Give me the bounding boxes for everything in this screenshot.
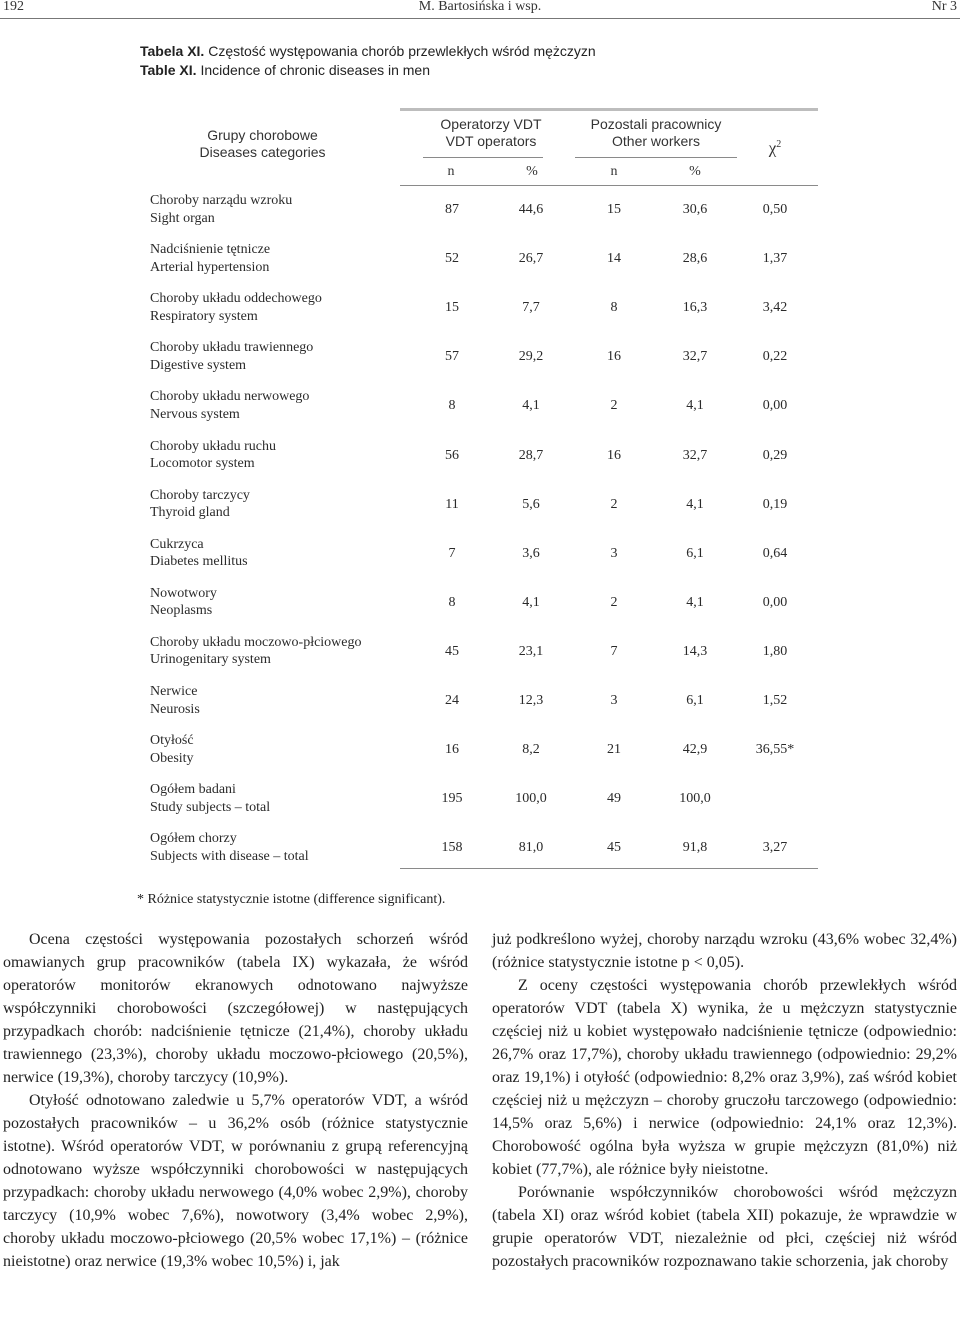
table-row bbox=[0, 192, 960, 241]
cell-chi2: 1,80 bbox=[762, 643, 788, 659]
row-label-en: Obesity bbox=[150, 750, 194, 766]
row-label bbox=[150, 438, 276, 473]
cell-vdt-n: 16 bbox=[445, 742, 459, 758]
table-caption-pl bbox=[140, 43, 596, 60]
row-label bbox=[150, 388, 309, 423]
row-label-en: Thyroid gland bbox=[150, 505, 230, 521]
row-label bbox=[150, 830, 309, 865]
header-groups-pl: Grupy chorobowe bbox=[207, 127, 318, 143]
row-label-en: Respiratory system bbox=[150, 308, 258, 324]
running-head bbox=[0, 0, 960, 14]
table-row bbox=[0, 683, 960, 732]
row-label-en: Subjects with disease – total bbox=[150, 848, 309, 864]
cell-chi2: 0,50 bbox=[762, 202, 788, 217]
cell-vdt-pct: 4,1 bbox=[522, 398, 540, 414]
cell-oth-pct: 14,3 bbox=[682, 643, 708, 659]
cell-vdt-n: 7 bbox=[448, 545, 456, 561]
table-row bbox=[0, 438, 960, 487]
cell-oth-n: 2 bbox=[610, 496, 618, 512]
table-footnote: * Różnice statystycznie istotne (difference significant). bbox=[137, 892, 446, 907]
cell-chi2: 1,37 bbox=[762, 251, 788, 267]
cell-vdt-pct: 23,1 bbox=[518, 643, 544, 659]
row-label bbox=[150, 585, 217, 620]
cell-vdt-n: 11 bbox=[445, 496, 459, 512]
header-other-pct: % bbox=[689, 164, 701, 179]
page-number: 192 bbox=[3, 0, 24, 14]
table-row bbox=[0, 487, 960, 536]
paragraph: Otyłość odnotowano zaledwie u 5,7% operatorów VDT, a wśród pozostałych pracowników – u 36,2% osób (różnice statystycznie istotne). Wśród operatorów VDT, w porównaniu z grupą referencyjną odnotowano wyższe współczynniki chorobowości w następujących przypadkach: choroby układu nerwowego (4,0% wobec 2,9%), choroby tarczycy (10,9% wobec 7,6%), nowotwory (3,4% wobec 2,9%), choroby układu moczowo-płciowego (20,5% wobec 17,1%) – (różnice nieistotne) oraz nerwice (19,3% wobec 10,5%) i, jak bbox=[3, 1092, 468, 1270]
cell-vdt-n: 158 bbox=[441, 840, 463, 856]
cell-vdt-pct: 29,2 bbox=[518, 349, 544, 365]
cell-oth-pct: 4,1 bbox=[686, 594, 704, 610]
table-row bbox=[0, 339, 960, 388]
row-label-en: Nervous system bbox=[150, 406, 240, 422]
cell-vdt-pct: 100,0 bbox=[515, 791, 547, 807]
row-label-pl: Nerwice bbox=[150, 684, 198, 699]
cell-oth-pct: 30,6 bbox=[682, 202, 708, 217]
cell-oth-pct: 32,7 bbox=[682, 349, 708, 365]
cell-vdt-pct: 12,3 bbox=[518, 693, 544, 708]
cell-oth-n: 49 bbox=[607, 791, 621, 807]
chi-symbol: χ bbox=[768, 138, 777, 158]
cell-oth-pct: 100,0 bbox=[679, 791, 711, 807]
caption-label-en: Table XI. bbox=[140, 62, 197, 78]
table-row bbox=[0, 732, 960, 781]
row-label bbox=[150, 192, 292, 227]
table-caption-en bbox=[140, 62, 430, 79]
cell-vdt-n: 52 bbox=[445, 251, 459, 267]
issue-number: Nr 3 bbox=[931, 0, 957, 14]
cell-oth-pct: 91,8 bbox=[682, 840, 708, 856]
header-vdt-n: n bbox=[447, 164, 455, 179]
header-vdt-pl: Operatorzy VDT bbox=[440, 116, 542, 132]
header-chi-square bbox=[750, 136, 800, 157]
vdt-header-rule bbox=[423, 157, 543, 158]
cell-oth-pct: 6,1 bbox=[686, 693, 704, 708]
table-row bbox=[0, 388, 960, 437]
table-row bbox=[0, 781, 960, 830]
row-label bbox=[150, 781, 270, 816]
cell-chi2: 1,52 bbox=[762, 693, 788, 708]
cell-vdt-pct: 81,0 bbox=[518, 840, 544, 856]
table-row bbox=[0, 585, 960, 634]
row-label bbox=[150, 339, 313, 374]
row-label-pl: Choroby układu ruchu bbox=[150, 438, 276, 454]
caption-label-pl: Tabela XI. bbox=[140, 43, 205, 59]
table-row bbox=[0, 634, 960, 683]
row-label-en: Study subjects – total bbox=[150, 799, 271, 815]
cell-vdt-n: 56 bbox=[445, 447, 459, 463]
row-label bbox=[150, 290, 322, 325]
row-label-en: Neoplasms bbox=[150, 603, 213, 619]
row-label-pl: Otyłość bbox=[150, 733, 194, 749]
header-other-en: Other workers bbox=[612, 133, 700, 149]
running-head-authors: M. Bartosińska i wsp. bbox=[418, 0, 542, 14]
paragraph: Porównanie współczynników chorobowości wśród mężczyzn (tabela XI) oraz wśród kobiet (tabela XII) pokazuje, że wprawdzie w grupie operatorów VDT, niezależnie od płci, częściej niż wśród pozostałych pracowników rozpoznawano takie schorzenia, jak choroby bbox=[492, 1184, 957, 1270]
row-label-pl: Cukrzyca bbox=[150, 536, 204, 552]
header-vdt-operators bbox=[423, 116, 559, 150]
header-rule bbox=[0, 18, 960, 19]
cell-oth-n: 3 bbox=[610, 693, 618, 708]
cell-vdt-pct: 26,7 bbox=[518, 251, 544, 267]
row-label-pl: Ogółem chorzy bbox=[150, 831, 237, 847]
cell-oth-pct: 16,3 bbox=[682, 300, 708, 316]
table-top-rule bbox=[400, 108, 818, 111]
cell-oth-pct: 32,7 bbox=[682, 447, 708, 463]
cell-chi2: 0,29 bbox=[762, 447, 788, 463]
cell-vdt-n: 8 bbox=[448, 398, 456, 414]
cell-oth-n: 8 bbox=[610, 300, 618, 316]
row-label-en: Neurosis bbox=[150, 701, 200, 717]
cell-vdt-n: 45 bbox=[445, 643, 459, 659]
row-label bbox=[150, 487, 250, 522]
cell-vdt-pct: 28,7 bbox=[518, 447, 544, 463]
cell-oth-n: 2 bbox=[610, 398, 618, 414]
row-label-en: Locomotor system bbox=[150, 456, 255, 471]
header-other-workers bbox=[575, 116, 737, 150]
paragraph: już podkreślono wyżej, choroby narządu wzroku (43,6% wobec 32,4%) (różnice statystycznie istotne p < 0,05). bbox=[492, 931, 957, 971]
header-disease-categories bbox=[150, 127, 375, 161]
caption-title-en: Incidence of chronic diseases in men bbox=[200, 62, 431, 78]
cell-vdt-pct: 3,6 bbox=[522, 545, 540, 561]
row-label-pl: Choroby narządu wzroku bbox=[150, 193, 293, 208]
cell-vdt-pct: 44,6 bbox=[518, 202, 544, 217]
cell-vdt-pct: 4,1 bbox=[522, 594, 540, 610]
row-label-pl: Nowotwory bbox=[150, 585, 217, 601]
row-label-en: Arterial hypertension bbox=[150, 259, 270, 275]
row-label-pl: Choroby układu nerwowego bbox=[150, 389, 310, 405]
cell-chi2: 0,00 bbox=[762, 594, 788, 610]
cell-chi2: 0,64 bbox=[762, 545, 788, 561]
cell-oth-pct: 4,1 bbox=[686, 496, 704, 512]
row-label-pl: Choroby układu trawiennego bbox=[150, 340, 314, 356]
header-vdt-en: VDT operators bbox=[445, 133, 537, 149]
row-label-pl: Nadciśnienie tętnicze bbox=[150, 242, 271, 258]
cell-vdt-n: 87 bbox=[445, 202, 459, 217]
body-column-left bbox=[3, 928, 468, 1273]
row-label-pl: Choroby tarczycy bbox=[150, 487, 250, 503]
row-label bbox=[150, 536, 248, 571]
cell-oth-n: 16 bbox=[607, 349, 621, 365]
table-row bbox=[0, 830, 960, 879]
row-label-pl: Choroby układu oddechowego bbox=[150, 291, 322, 307]
cell-chi2: 0,22 bbox=[762, 349, 788, 365]
cell-vdt-pct: 5,6 bbox=[522, 496, 540, 512]
cell-oth-n: 16 bbox=[607, 447, 621, 463]
body-column-right bbox=[492, 928, 957, 1273]
cell-oth-n: 45 bbox=[607, 840, 621, 856]
cell-chi2: 0,00 bbox=[762, 398, 788, 414]
cell-oth-n: 7 bbox=[610, 643, 618, 659]
header-other-n: n bbox=[610, 164, 618, 179]
cell-oth-pct: 42,9 bbox=[682, 742, 708, 758]
cell-chi2: 3,42 bbox=[762, 300, 788, 316]
cell-oth-pct: 6,1 bbox=[686, 545, 704, 561]
cell-vdt-n: 24 bbox=[445, 693, 459, 708]
row-label-en: Sight organ bbox=[150, 210, 215, 226]
cell-oth-n: 15 bbox=[607, 202, 621, 217]
chi-superscript: 2 bbox=[776, 139, 782, 150]
cell-vdt-n: 15 bbox=[445, 300, 459, 316]
row-label bbox=[150, 241, 270, 276]
cell-chi2: 0,19 bbox=[762, 496, 788, 512]
cell-vdt-pct: 8,2 bbox=[522, 742, 540, 758]
table-header-rule bbox=[400, 185, 818, 186]
cell-oth-n: 2 bbox=[610, 594, 618, 610]
cell-oth-n: 14 bbox=[607, 251, 621, 267]
cell-vdt-n: 57 bbox=[445, 349, 459, 365]
header-other-pl: Pozostali pracownicy bbox=[590, 116, 722, 132]
caption-title-pl: Częstość występowania chorób przewlekłych wśród mężczyzn bbox=[208, 43, 596, 59]
table-row bbox=[0, 290, 960, 339]
cell-vdt-pct: 7,7 bbox=[522, 300, 540, 316]
row-label-en: Digestive system bbox=[150, 357, 247, 373]
row-label bbox=[150, 683, 200, 718]
cell-chi2: 3,27 bbox=[762, 840, 788, 856]
table-row bbox=[0, 241, 960, 290]
header-groups-en: Diseases categories bbox=[199, 144, 326, 160]
row-label bbox=[150, 634, 362, 669]
row-label-pl: Ogółem badani bbox=[150, 782, 236, 798]
cell-oth-pct: 28,6 bbox=[682, 251, 708, 267]
cell-chi2: 36,55* bbox=[755, 742, 795, 758]
cell-vdt-n: 8 bbox=[448, 594, 456, 610]
paragraph: Z oceny częstości występowania chorób przewlekłych wśród operatorów VDT (tabela X) wynika, że u mężczyzn statystycznie częściej niż u kobiet występowało nadciśnienie tętnicze (odpowiednio: 26,7% oraz 17,7%), choroby układu trawiennego (odpowiednio: 29,2% oraz 19,1%) i otyłość (odpowiednio: 8,2% oraz 3,9%), zaś wśród kobiet częściej niż u mężczyzn – choroby gruczołu tarczowego (odpowiednio: 14,5% oraz 5,6%) i nerwice (odpowiednio: 24,1% oraz 12,3%). Chorobowość ogólna była wyższa w grupie mężczyzn (81,0%) niż kobiet (77,7%), ale różnice były nieistotne. bbox=[492, 977, 957, 1178]
cell-oth-pct: 4,1 bbox=[686, 398, 704, 414]
paragraph: Ocena częstości występowania pozostałych schorzeń wśród omawianych grup pracowników (tabela IX) wykazała, że wśród operatorów monitorów ekranowych odnotowano najwyższe współczynniki chorobowości (szczegółowej) w następujących przypadkach chorób: nadciśnienie tętnicze (21,4%), choroby układu trawiennego (23,3%), choroby układu moczowo-płciowego (20,5%), nerwice (19,3%), choroby tarczycy (10,9%). bbox=[3, 931, 468, 1086]
header-vdt-pct: % bbox=[526, 164, 538, 179]
cell-vdt-n: 195 bbox=[441, 791, 463, 807]
other-header-rule bbox=[575, 157, 737, 158]
row-label bbox=[150, 732, 194, 767]
table-row bbox=[0, 536, 960, 585]
cell-oth-n: 3 bbox=[610, 545, 618, 561]
cell-oth-n: 21 bbox=[607, 742, 621, 758]
row-label-pl: Choroby układu moczowo-płciowego bbox=[150, 634, 362, 650]
row-label-en: Diabetes mellitus bbox=[150, 554, 248, 570]
row-label-en: Urinogenitary system bbox=[150, 652, 271, 668]
